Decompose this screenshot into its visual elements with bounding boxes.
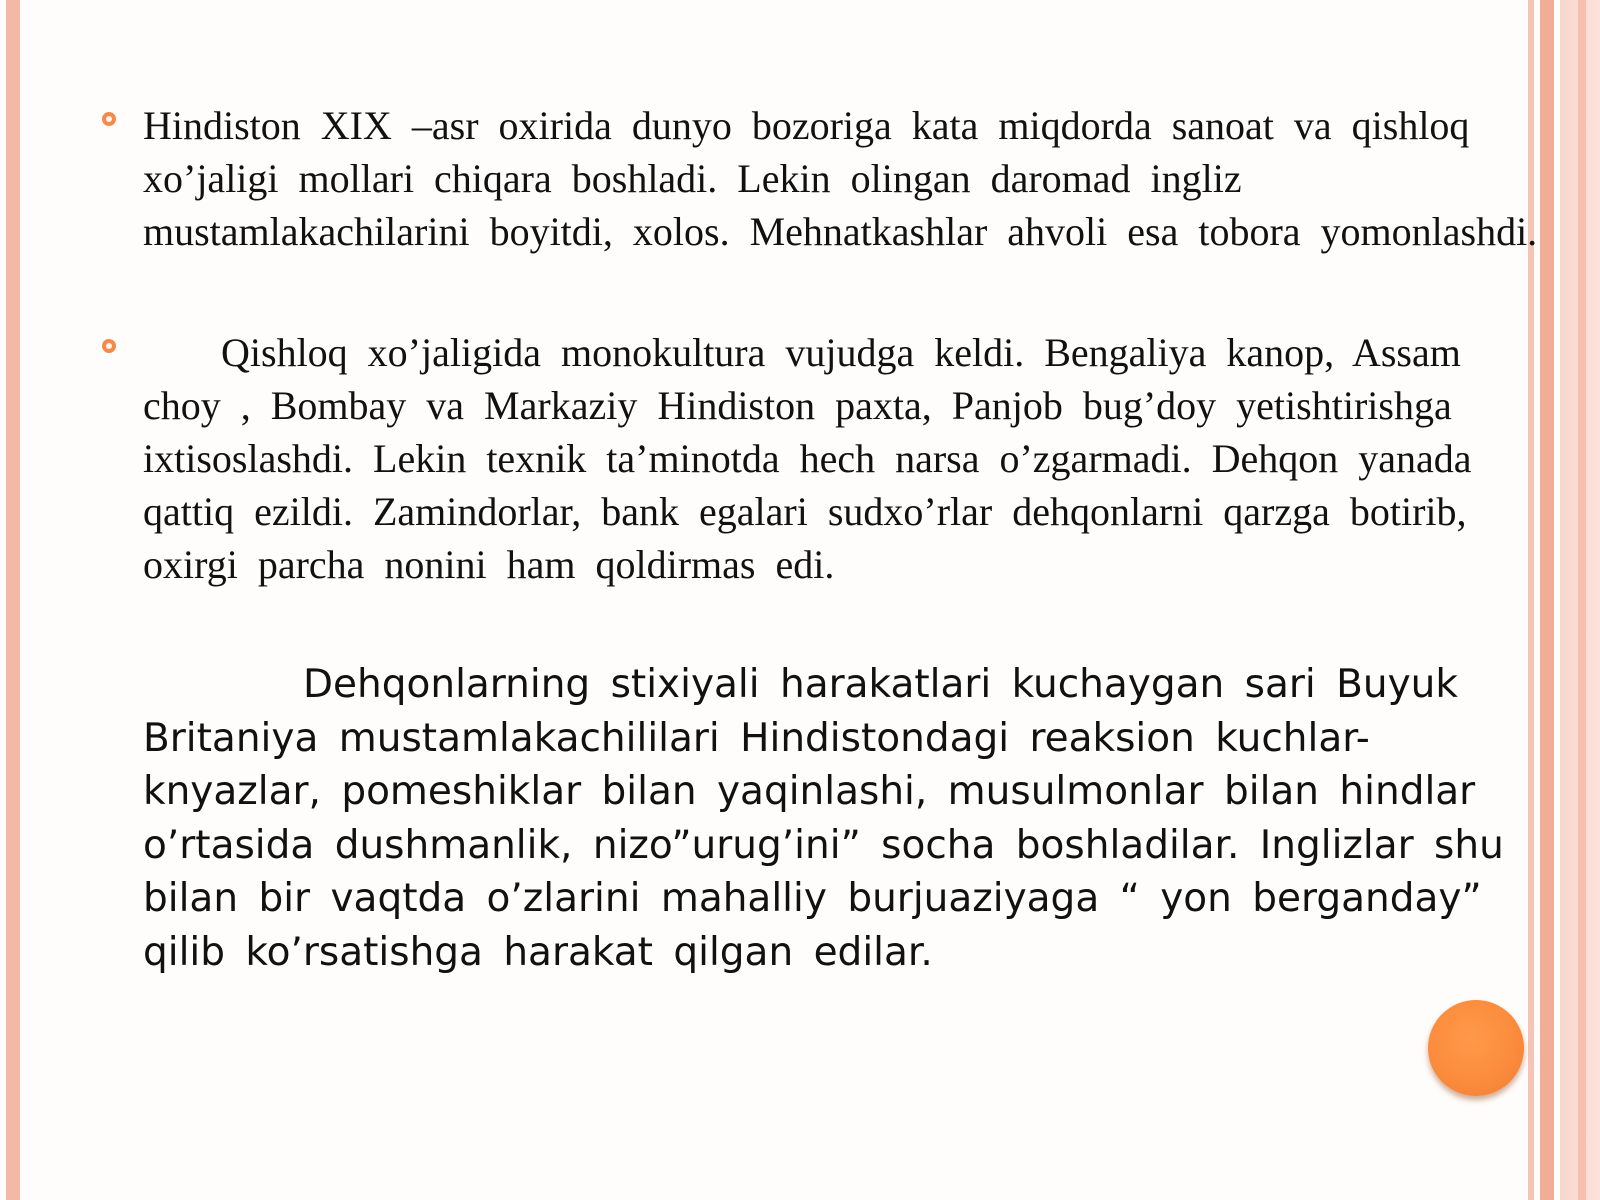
- right-border-stripe: [1578, 0, 1586, 1200]
- paragraph-2: Qishloq xo’jaligida monokultura vujudga keldi. Bengaliya kanop, Assam choy , Bombay va Markaziy Hindiston paxta, Panjob bug’doy yetishtirishga ixtisoslashdi. Lekin texnik ta’minotda hech narsa o’zgarmadi. Dehqon yanada qattiq ezildi. Zamindorlar, bank egalari sudxo’rlar dehqonlarni qarzga botirib, oxirgi parcha nonini ham qoldirmas edi.: [143, 330, 1472, 587]
- ring-bullet-icon: [102, 112, 116, 126]
- left-border-stripe: [6, 0, 20, 1200]
- ring-bullet-icon: [102, 339, 116, 353]
- paragraph-3: Dehqonlarning stixiyali harakatlari kuchaygan sari Buyuk Britaniya mustamlakachililari Hindistondagi reaksion kuchlar- knyazlar, pomeshiklar bilan yaqinlashi, musulmonlar bilan hindlar o’rtasida dushmanlik, nizo”urug’ini” socha boshladilar. Inglizlar shu bilan bir vaqtda o’zlarini mahalliy burjuaziyaga “ yon berganday” qilib ko’rsatishga harakat qilgan edilar.: [143, 662, 1504, 975]
- right-border-stripe: [1540, 0, 1554, 1200]
- orange-circle-button-icon[interactable]: [1428, 1000, 1524, 1096]
- paragraph-1: Hindiston XIX –asr oxirida dunyo bozoriga kata miqdorda sanoat va qishloq xo’jaligi mollari chiqara boshladi. Lekin olingan daromad ingliz mustamlakachilarini boyitdi, xolos. Mehnatkashlar ahvoli esa tobora yomonlashdi.: [143, 103, 1538, 254]
